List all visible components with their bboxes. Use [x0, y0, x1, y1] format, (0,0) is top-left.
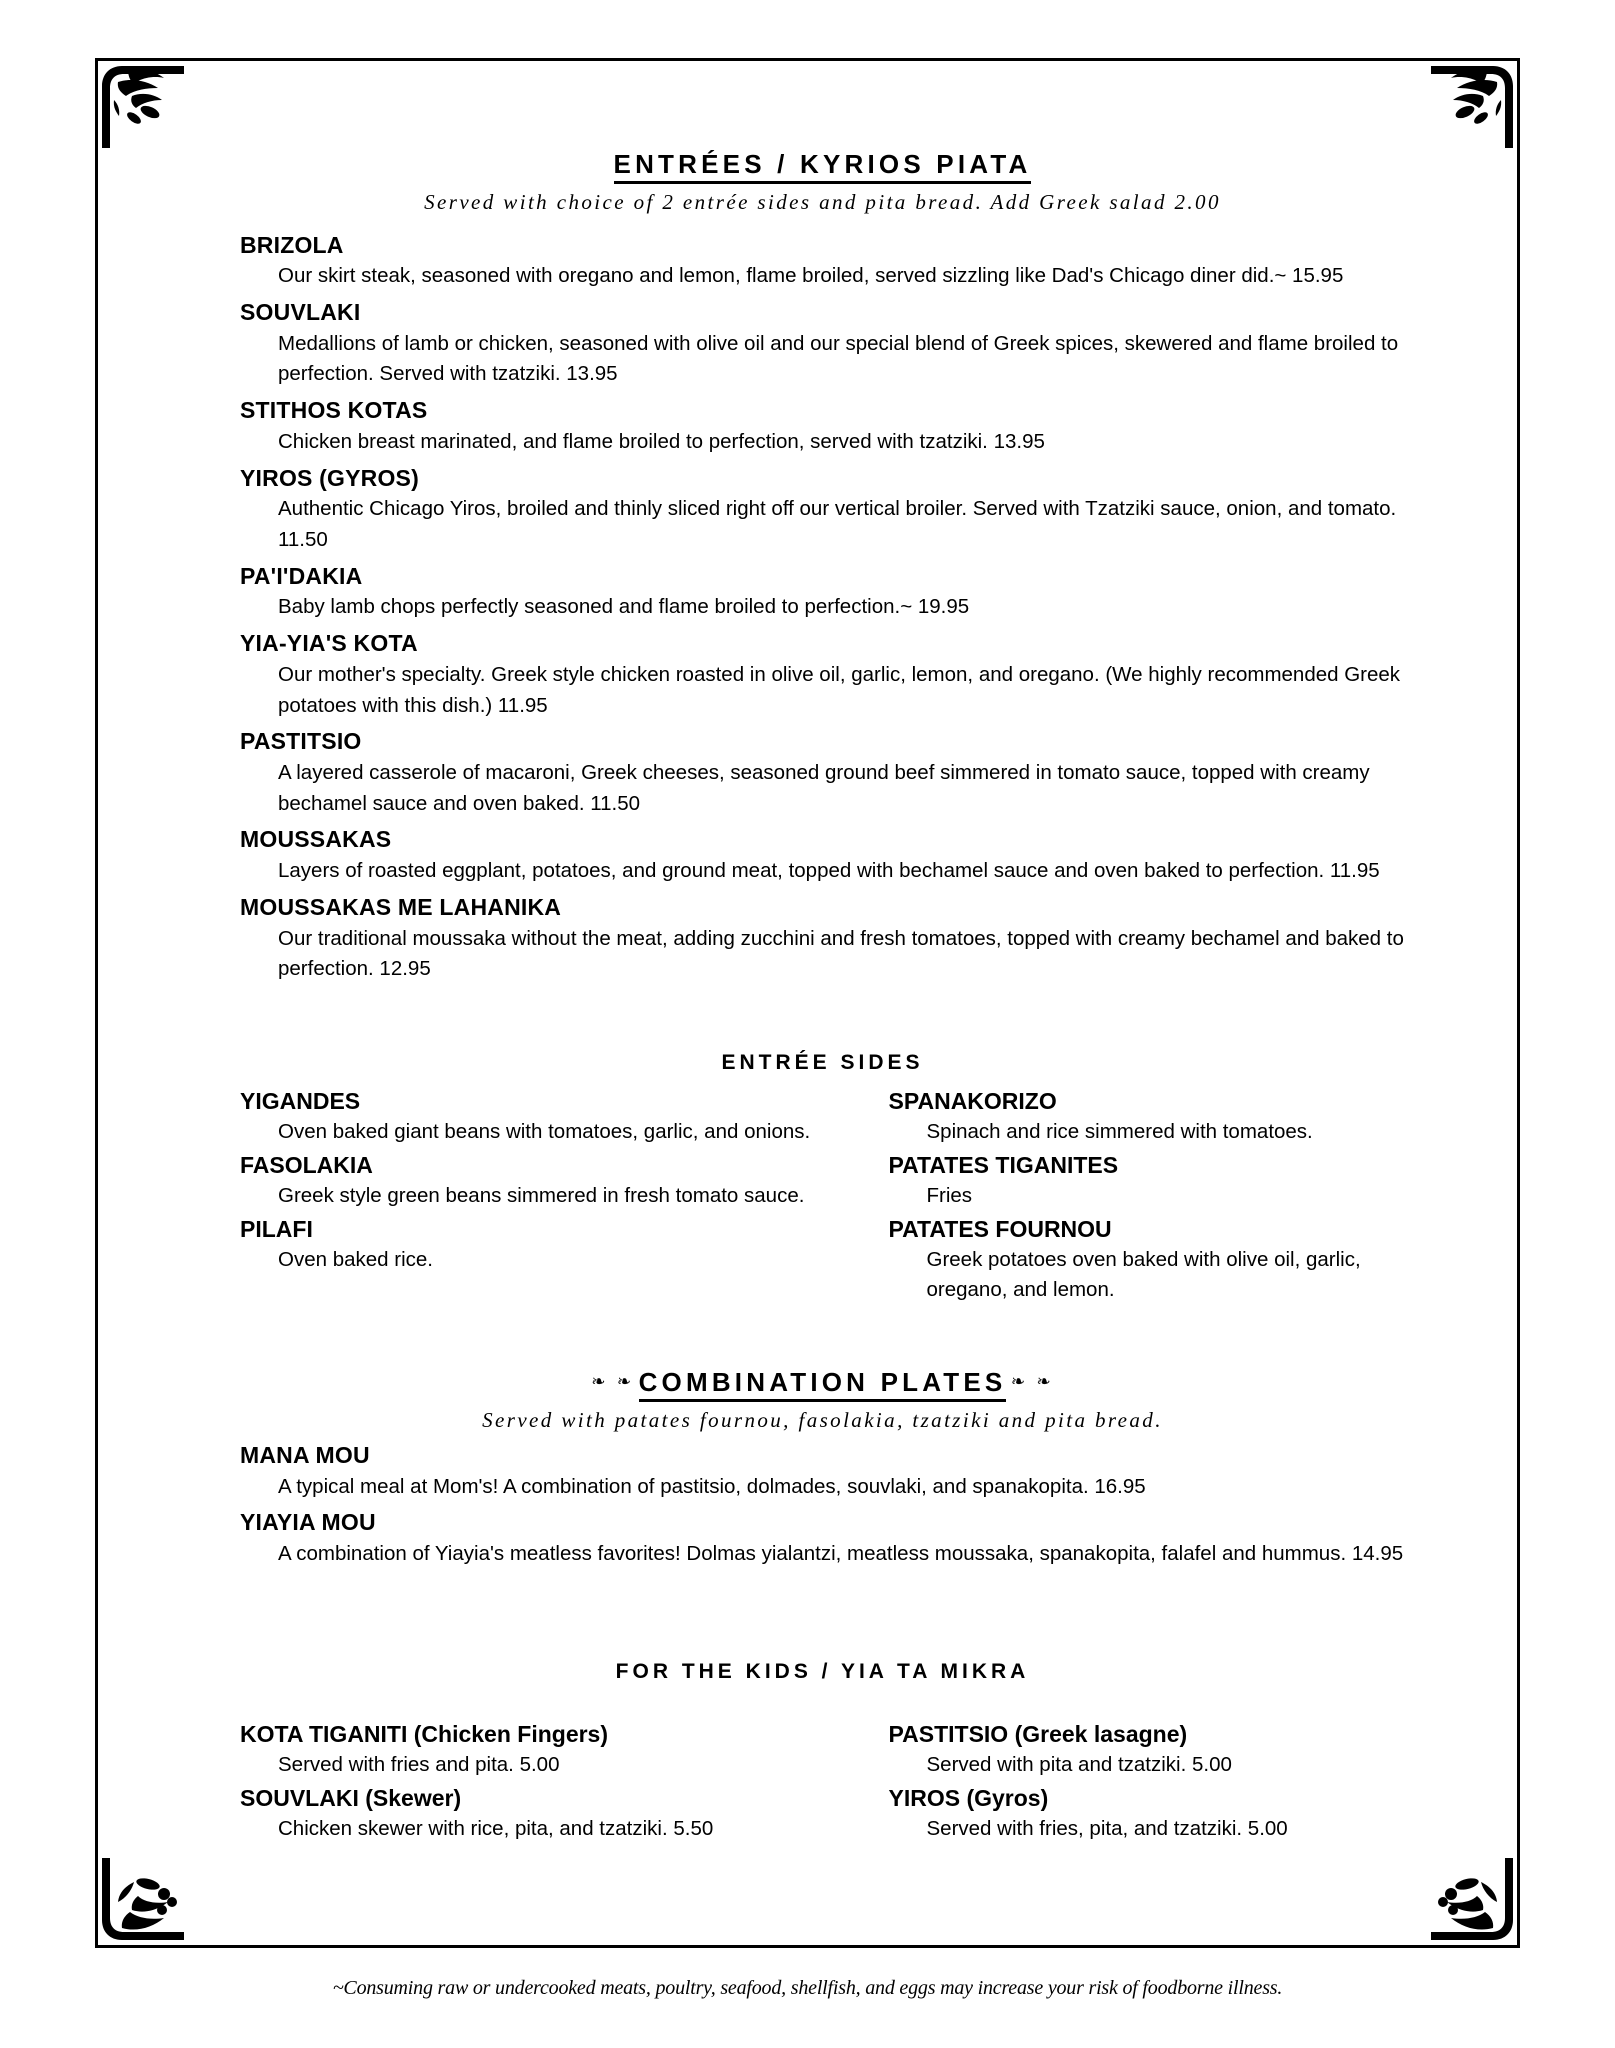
spacer	[240, 1574, 1405, 1660]
menu-item-name: PASTITSIO	[240, 728, 362, 755]
side-item-description: Greek potatoes oven baked with olive oil, garlic, oregano, and lemon.	[926, 1248, 1361, 1301]
kids-item-description: Served with fries, pita, and tzatziki. 5.00	[926, 1816, 1288, 1840]
entree-sides-columns	[240, 1085, 1405, 1306]
menu-item-name: YIA-YIA'S KOTA	[240, 630, 418, 657]
menu-item-name: YIAYIA MOU	[240, 1509, 376, 1536]
menu-item-description: Chicken breast marinated, and flame broiled to perfection, served with tzatziki. 13.95	[278, 429, 1045, 453]
menu-item	[240, 229, 1405, 292]
menu-item-name: STITHOS KOTAS	[240, 397, 428, 424]
corner-ornament-bottom-left-icon	[88, 1858, 184, 1954]
side-item-name: PATATES TIGANITES	[888, 1151, 1119, 1178]
flourish-right-icon: ❧ ❧	[1010, 1372, 1054, 1393]
corner-ornament-top-left-icon	[88, 52, 184, 148]
side-item-description: Spinach and rice simmered with tomatoes.	[926, 1120, 1313, 1144]
entrees-item-list	[240, 229, 1405, 985]
side-item-description: Fries	[926, 1184, 973, 1208]
entree-sides-right-column	[823, 1085, 1406, 1306]
menu-item	[240, 725, 1405, 819]
kids-item-description: Served with pita and tzatziki. 5.00	[926, 1753, 1232, 1777]
side-item-name: SPANAKORIZO	[888, 1088, 1057, 1114]
menu-item	[240, 560, 1405, 623]
menu-item	[240, 627, 1405, 721]
combination-plates-section-title	[240, 1368, 1405, 1402]
menu-item-description: Our skirt steak, seasoned with oregano and lemon, flame broiled, served sizzling like Dad's Chicago diner did.~ 15.95	[278, 264, 1344, 288]
flourish-left-icon: ❧ ❧	[591, 1372, 635, 1393]
menu-item-name: MOUSSAKAS	[240, 826, 392, 853]
side-item-description: Greek style green beans simmered in fresh tomato sauce.	[278, 1184, 805, 1208]
entrees-section-title-text: ENTRÉES / KYRIOS PIATA	[614, 150, 1032, 184]
menu-item-name: PA'I'DAKIA	[240, 562, 363, 589]
menu-item-description: Authentic Chicago Yiros, broiled and thinly sliced right off our vertical broiler. Served with Tzatziki sauce, onion, and tomato. 11.50	[278, 497, 1397, 551]
spacer	[240, 1306, 1405, 1368]
spacer	[240, 989, 1405, 1051]
side-item-description: Oven baked giant beans with tomatoes, garlic, and onions.	[278, 1120, 811, 1144]
menu-item	[240, 296, 1405, 390]
menu-item	[240, 1506, 1405, 1569]
menu-item-description: A typical meal at Mom's! A combination of pastitsio, dolmades, souvlaki, and spanakopita. 16.95	[278, 1474, 1146, 1498]
side-item-name: PILAFI	[240, 1215, 313, 1242]
side-item-name: FASOLAKIA	[240, 1151, 373, 1178]
menu-item-name: BRIZOLA	[240, 231, 344, 258]
menu-item-description: A layered casserole of macaroni, Greek cheeses, seasoned ground beef simmered in tomato sauce, topped with creamy bechamel sauce and oven baked. 11.50	[278, 760, 1370, 815]
combination-plates-section-title-text: COMBINATION PLATES	[639, 1368, 1007, 1402]
menu-item-description: Our mother's specialty. Greek style chicken roasted in olive oil, garlic, lemon, and oregano. (We highly recommended Greek potatoes with this dish.) 11.95	[278, 662, 1401, 717]
menu-item	[240, 891, 1405, 985]
combination-plates-subtitle: Served with patates fournou, fasolakia, tzatziki and pita bread.	[482, 1408, 1163, 1433]
kids-section-title: FOR THE KIDS / YIA TA MIKRA	[615, 1659, 1030, 1683]
entrees-section-subtitle: Served with choice of 2 entrée sides and pita bread. Add Greek salad 2.00	[424, 189, 1221, 214]
kids-item-name: KOTA TIGANITI (Chicken Fingers)	[240, 1720, 609, 1747]
menu-item	[240, 823, 1405, 886]
footer-disclaimer: ~Consuming raw or undercooked meats, poultry, seafood, shellfish, and eggs may increase your risk of foodborne illness.	[332, 1977, 1283, 1999]
kids-item-name: PASTITSIO (Greek lasagne)	[888, 1720, 1188, 1747]
kids-item-description: Served with fries and pita. 5.00	[278, 1753, 560, 1777]
combination-plates-item-list	[240, 1439, 1405, 1570]
menu-item-name: MANA MOU	[240, 1442, 370, 1469]
corner-ornament-top-right-icon	[1431, 52, 1527, 148]
kids-right-column	[823, 1718, 1406, 1846]
menu-item-name: YIROS (GYROS)	[240, 464, 419, 491]
side-item-name: YIGANDES	[240, 1088, 361, 1114]
side-item-name: PATATES FOURNOU	[888, 1215, 1112, 1242]
kids-item-name: SOUVLAKI (Skewer)	[240, 1784, 462, 1811]
menu-item-description: Layers of roasted eggplant, potatoes, and ground meat, topped with bechamel sauce and oven baked to perfection. 11.95	[278, 859, 1380, 883]
kids-left-column	[240, 1718, 823, 1846]
menu-item-description: A combination of Yiayia's meatless favorites! Dolmas yialantzi, meatless moussaka, spanakopita, falafel and hummus. 14.95	[278, 1542, 1404, 1566]
entree-sides-section-title: ENTRÉE SIDES	[721, 1051, 924, 1074]
entree-sides-left-column	[240, 1085, 823, 1306]
menu-item	[240, 1439, 1405, 1502]
menu-item-description: Baby lamb chops perfectly seasoned and flame broiled to perfection.~ 19.95	[278, 595, 970, 619]
menu-item-description: Medallions of lamb or chicken, seasoned with olive oil and our special blend of Greek spices, skewered and flame broiled to perfection. Served with tzatziki. 13.95	[278, 331, 1399, 386]
entrees-section-title	[240, 150, 1405, 184]
kids-item-name: YIROS (Gyros)	[888, 1784, 1049, 1811]
kids-columns	[240, 1718, 1405, 1846]
side-item-description: Oven baked rice.	[278, 1248, 433, 1271]
menu-item-description: Our traditional moussaka without the meat, adding zucchini and fresh tomatoes, topped with creamy bechamel and baked to perfection. 12.95	[278, 926, 1404, 981]
corner-ornament-bottom-right-icon	[1431, 1858, 1527, 1954]
menu-item-name: MOUSSAKAS ME LAHANIKA	[240, 893, 562, 920]
menu-content	[240, 150, 1405, 1846]
menu-item-name: SOUVLAKI	[240, 299, 361, 325]
menu-item	[240, 394, 1405, 457]
menu-item	[240, 462, 1405, 556]
kids-item-description: Chicken skewer with rice, pita, and tzatziki. 5.50	[278, 1816, 714, 1840]
